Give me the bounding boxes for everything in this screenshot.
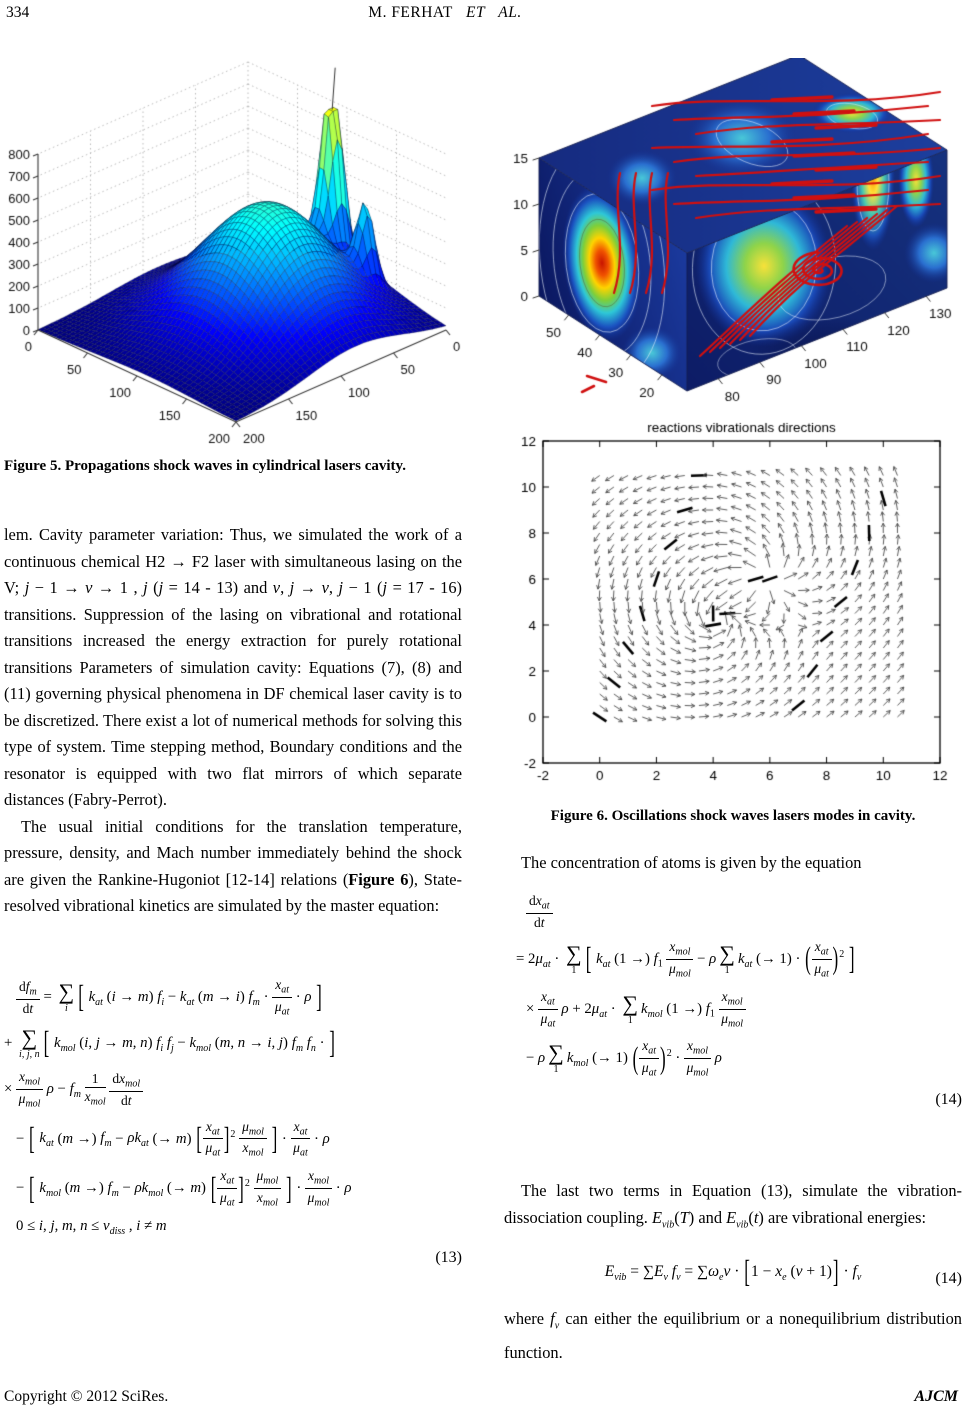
figure5-caption: Figure 5. Propagations shock waves in cylindrical lasers cavity. <box>4 458 406 474</box>
equation-13-line: + ∑ i, j, n [ $k_{mol}$ (i, j → m, n) $f_i$ $f_j - k_{mol}$ (m, n → i, j) $f_m$ $f_n$ · ] <box>4 1024 335 1060</box>
paragraph-distribution <box>504 1306 962 1366</box>
equation-13-number: (13) <box>435 1248 462 1266</box>
figure5-surface-plot <box>2 58 462 456</box>
equation-evib-number: (14) <box>935 1270 962 1287</box>
equation-14-number: (14) <box>935 1091 962 1109</box>
equation-13-line: − [ $k_{at}$ (m →) $f_m - \rho k_{at}$ (→ m) [ $x_{at}$ $\mu_{at}$ ]$^2$ $\mu_{mol}$ $x_{mol}$ ] · $x_{at}$ $\mu_{at}$ · ρ <box>16 1118 330 1160</box>
equation-evib-body: $E_{vib} = \sum E_v$ $f_v = \sum\omega_ev \cdot [1 - x_e$ $(v + 1)] \cdot f_v$ <box>604 1253 862 1289</box>
equation-evib <box>504 1253 962 1289</box>
running-title: M. FERHAT ET AL. <box>368 4 522 21</box>
equation-14 <box>504 884 962 1109</box>
equation-13-constraint: 0 ≤ i, j, m, $n \le \nu_{diss}$ , i ≠ m <box>16 1218 167 1237</box>
paragraph-cavity-parameters: lem. Cavity parameter variation: Thus, we simulated the work of a continuous chemical H2 → F2 laser with simultaneous lasing on the V; j − 1 → v → 1 , j (j = 14 - 13) and v, j → v, j − 1 (j = 17 - 16) transitions. Suppression of the lasing on vibrational and rotational transitions increased the energy extraction for purely rotational transitions Parameters of simulation cavity: Equations (7), (8) and (11) governing physical phenomena in DF chemical laser cavity is to be discretized. There exist a lot of numerical methods for solving this type of system. Time stepping method, Boundary conditions and the resonator is equipped with two flat mirrors of which separate distances (Fabry-Perrot). <box>4 525 463 809</box>
equation-14-lead: $dx_{at}$ dt <box>504 893 962 930</box>
equation-14-line: × $x_{at}$ $\mu_{at}$ $\rho + 2\mu_{at}$ · ∑ 1 $k_{mol}$ (1 →) $f_1$ $x_{mol}$ $\mu_{mol}$ <box>504 989 962 1030</box>
paragraph-concentration <box>504 850 962 877</box>
equation-13 <box>4 968 462 1267</box>
page-number: 334 <box>6 4 30 21</box>
figure6-volume-plot <box>502 58 964 410</box>
paragraph-vibration-coupling <box>504 1178 962 1238</box>
equation-14-line: = $2\mu_{at}$ · ∑ 1 [ $k_{at}$ (1 →) $f_1$ $x_{mol}$ $\mu_{mol}$ − ρ ∑ 1 $k_{at}$ (→ 1) · ( $x_{at}$ $\mu_{at}$ )$^2$ ] <box>516 938 855 980</box>
equation-14-line: − ρ ∑ 1 $k_{mol}$ (→ 1) ( $x_{at}$ $\mu_{at}$ )$^2$ · $x_{mol}$ $\mu_{mol}$ ρ <box>526 1038 722 1080</box>
equation-13-line: $df_m$ dt = ∑ i [ $k_{at}$ (i → m) $f_i - k_{at}$ (m → i) $f_m$ · $x_{at}$ $\mu_{at}$ · ρ ] <box>4 977 462 1018</box>
figure6-quiver-plot <box>500 418 964 800</box>
footer-copyright: Copyright © 2012 SciRes. <box>4 1388 169 1405</box>
paragraph-distribution-text: where $f_v$ can either the equilibrium or a nonequilibrium distribution function. <box>504 1309 963 1362</box>
footer-journal: AJCM <box>914 1388 958 1405</box>
equation-13-line: × $x_{mol}$ $\mu_{mol}$ $\rho - f_m$ 1 $x_{mol}$ $dx_{mol}$ dt <box>4 1069 462 1110</box>
paragraph-initial-conditions: The usual initial conditions for the translation temperature, pressure, density, and Mach number immediately behind the shock are given the Rankine-Hugoniot [12-14] relations (Figure 6), State-resolved vibrational kinetics are simulated by the master equation: <box>4 816 462 915</box>
paragraph-concentration-text: The concentration of atoms is given by the equation <box>521 853 862 872</box>
paragraph-vibration-coupling-text: The last two terms in Equation (13), simulate the vibration-dissociation coupling. $E_{vib}(T)$ and $E_{vib}(t)$ are vibrational energies: <box>504 1181 962 1230</box>
left-column-text <box>4 522 462 920</box>
figure6-caption: Figure 6. Oscillations shock waves lasers modes in cavity. <box>550 808 916 824</box>
equation-13-line: − [ $k_{mol}$ (m →) $f_m - \rho k_{mol}$ (→ m) [ $x_{at}$ $\mu_{at}$ ]$^2$ $\mu_{mol}$ $x_{mol}$ ] · $x_{mol}$ $\mu_{mol}$ · ρ <box>16 1168 352 1209</box>
